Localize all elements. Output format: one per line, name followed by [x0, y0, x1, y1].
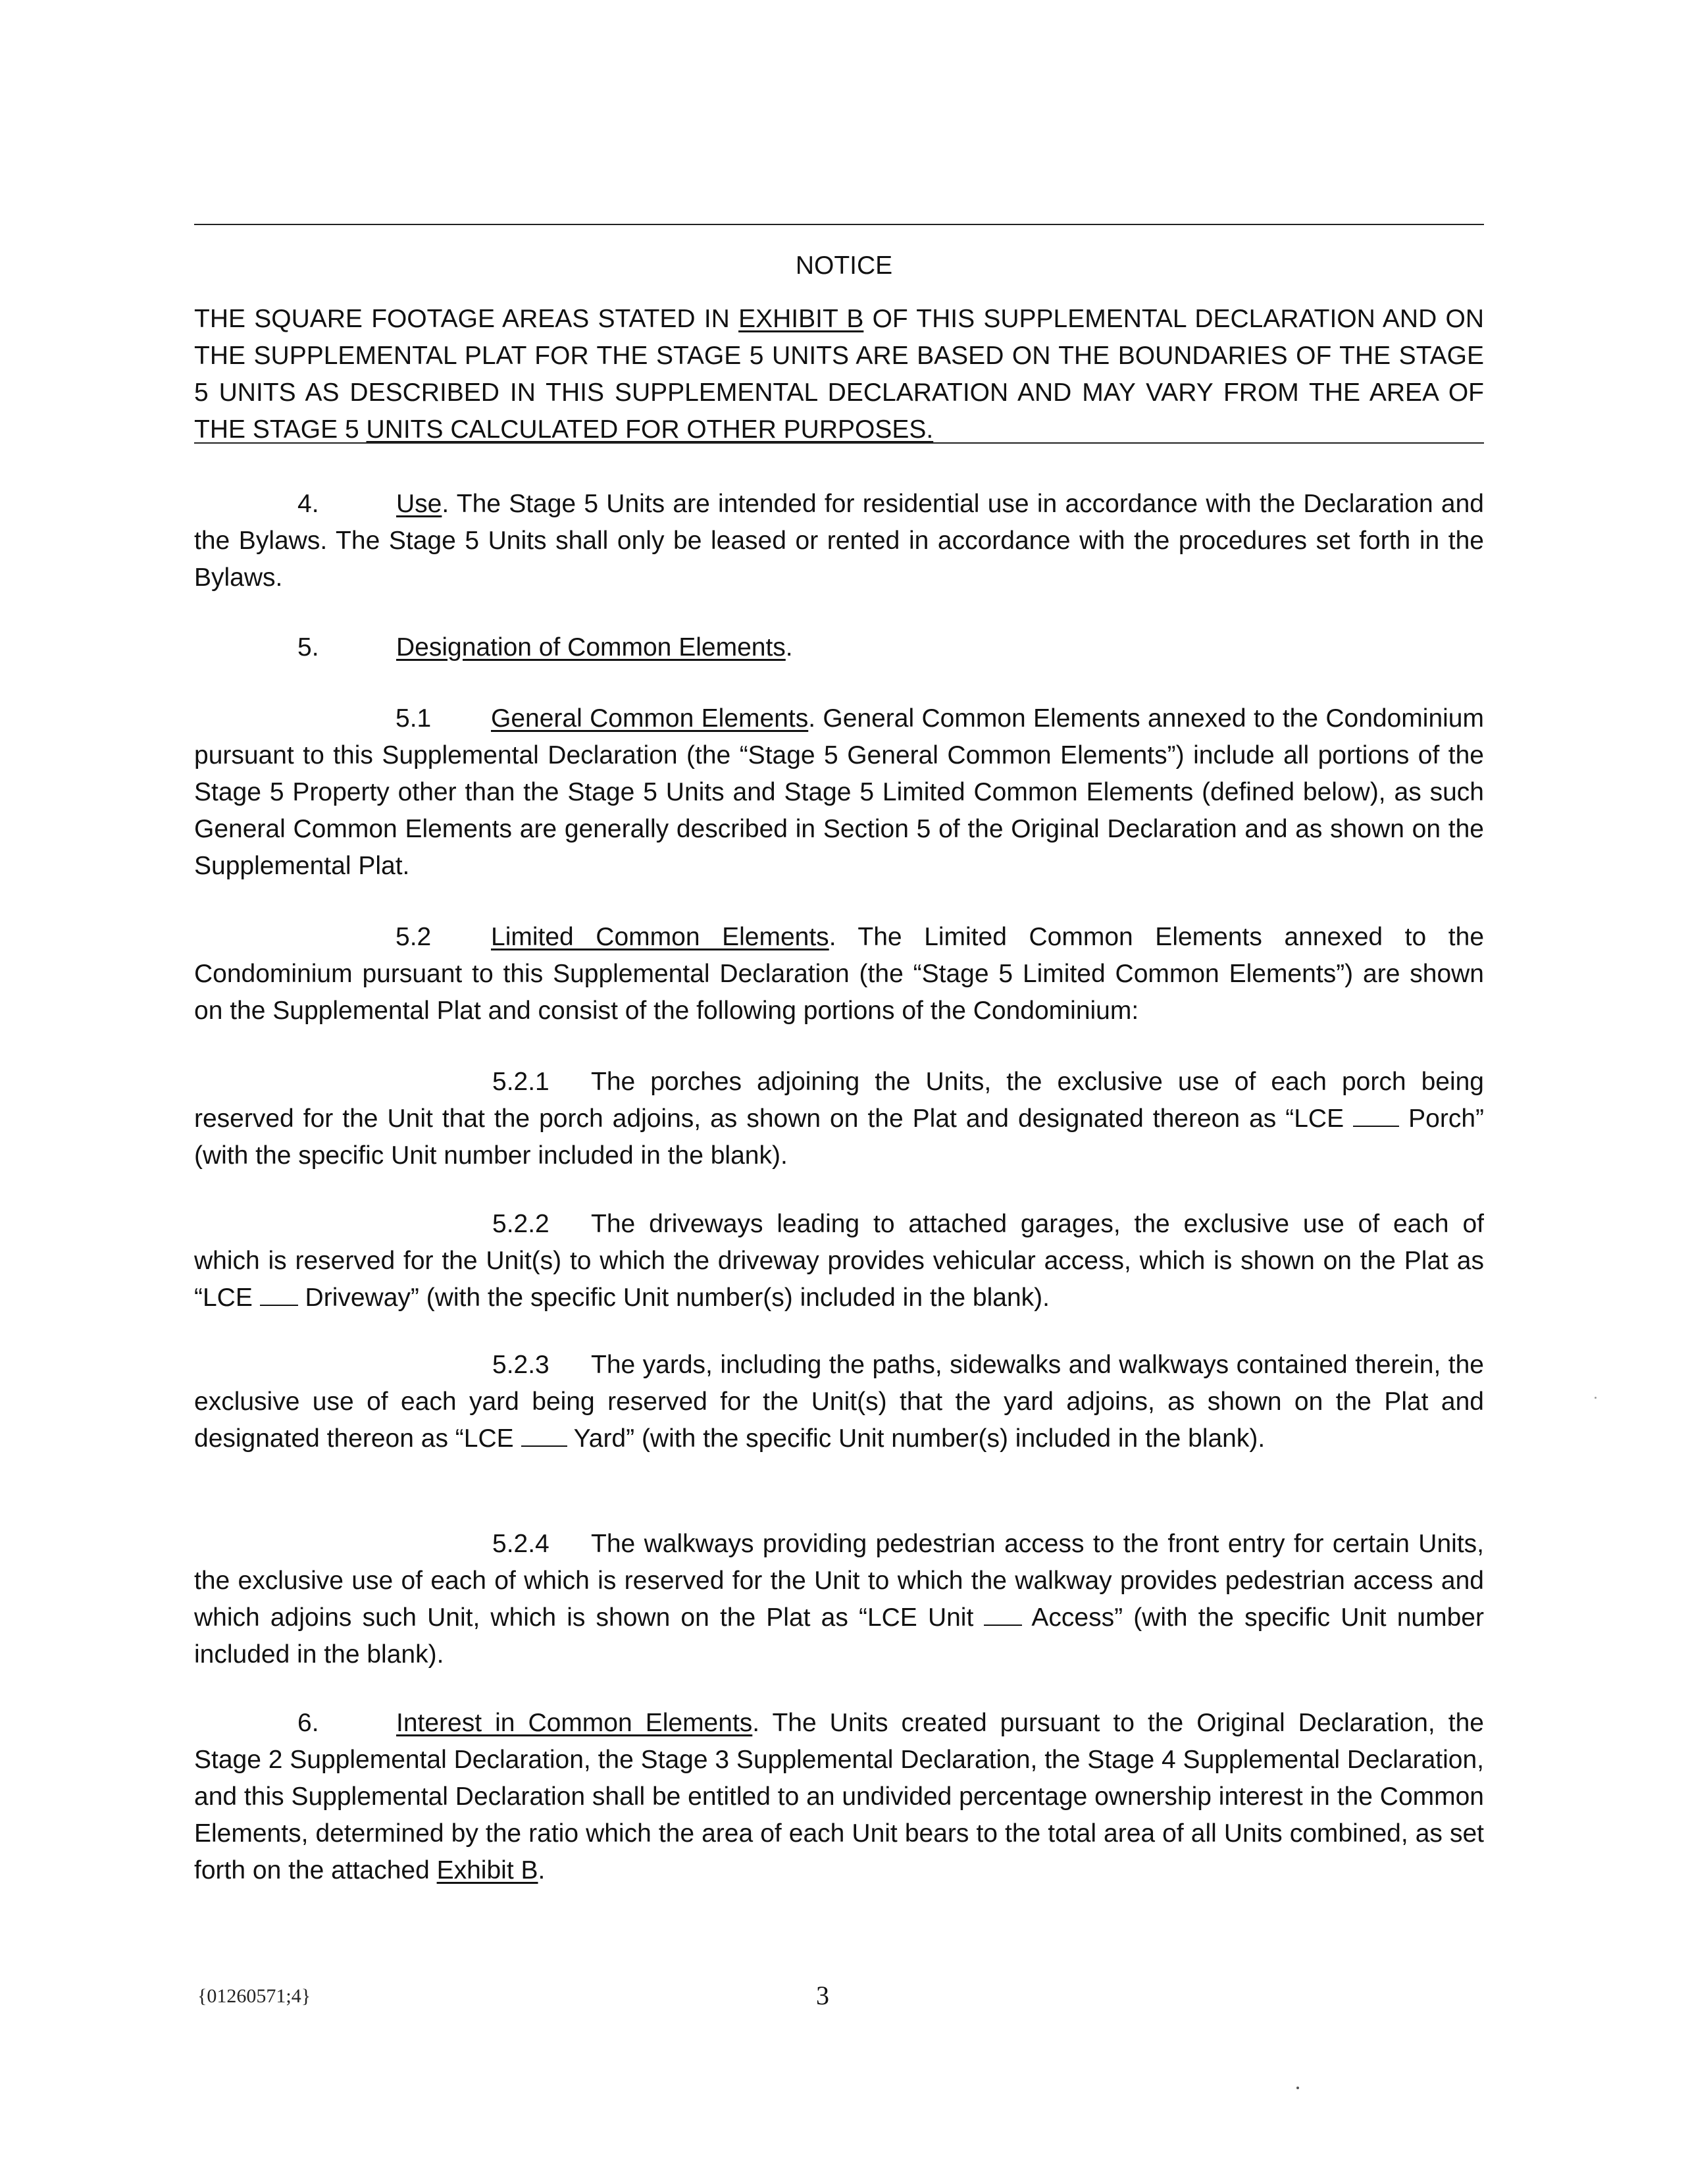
- section-5-2-heading: Limited Common Elements: [491, 923, 829, 951]
- section-5-2-1-text-a: The porches adjoining the Units, the exclusive use of each porch being reserved for the Unit that the porch adjoins, as shown on the Plat and designated thereon as “LCE: [194, 1068, 1484, 1133]
- notice-body: [194, 301, 1484, 448]
- scan-speck: [1296, 2087, 1299, 2089]
- section-5: [194, 629, 1484, 666]
- section-5-2-text: . The Limited Common Elements annexed to the Condominium pursuant to this Supplemental Declaration (the “Stage 5 Limited Common Elements”) are shown on the Supplemental Plat and consist of the following portions of the Condominium:: [194, 923, 1485, 1025]
- section-6: [194, 1705, 1484, 1889]
- section-5-heading: Designation of Common Elements: [396, 633, 786, 662]
- exhibit-b-link[interactable]: Exhibit B: [436, 1856, 538, 1885]
- scan-speck: [1595, 1397, 1597, 1399]
- notice-top-rule: [194, 224, 1484, 225]
- section-5-2-4: [194, 1526, 1484, 1673]
- section-5-2-3-number: 5.2.3: [492, 1351, 550, 1379]
- section-5-2-3: [194, 1347, 1484, 1457]
- section-5-2-2-text-a: The driveways leading to attached garages, the exclusive use of each of which is reserved for the Unit(s) to which the driveway provides vehicular access, which is shown on the Plat as “LCE: [194, 1210, 1484, 1312]
- section-6-heading: Interest in Common Elements: [396, 1709, 753, 1737]
- section-4-text: . The Stage 5 Units are intended for residential use in accordance with the Declaration and the Bylaws. The Stage 5 Units shall only be leased or rented in accordance with the procedures set forth in the Bylaws.: [194, 490, 1484, 592]
- section-5-2-3-text-b: Yard” (with the specific Unit number(s) included in the blank).: [567, 1424, 1266, 1453]
- section-4-heading: Use: [396, 490, 442, 518]
- section-4: [194, 486, 1484, 596]
- section-5-1-number: 5.1: [396, 704, 432, 733]
- unit-number-blank: [521, 1445, 567, 1447]
- section-6-text: . The Units created pursuant to the Original Declaration, the Stage 2 Supplemental Declaration, the Stage 3 Supplemental Declaration, the Stage 4 Supplemental Declaration, and this Supplemental Declaration shall be entitled to an undivided percentage ownership interest in the Common Elements, determined by the ratio which the area of each Unit bears to the total area of all Units combined, as set forth on the attached: [194, 1709, 1484, 1885]
- section-5-2-1: [194, 1064, 1484, 1174]
- section-5-trail: .: [785, 633, 793, 662]
- section-5-1: [194, 700, 1484, 885]
- section-5-2-4-text-a: The walkways providing pedestrian access to the front entry for certain Units, the exclusive use of each of which is reserved for the Unit to which the walkway provides pedestrian access and which adjoins such Unit, which is shown on the Plat as “LCE Unit: [194, 1530, 1484, 1632]
- section-5-2-2-number: 5.2.2: [492, 1210, 550, 1238]
- notice-text-before: THE SQUARE FOOTAGE AREAS STATED IN: [194, 305, 739, 333]
- section-5-2-2: [194, 1206, 1484, 1316]
- section-6-number: 6.: [297, 1709, 319, 1737]
- unit-number-blank: [1353, 1126, 1399, 1127]
- section-5-2-1-number: 5.2.1: [492, 1068, 550, 1096]
- notice-bottom-rule: [194, 442, 1484, 444]
- section-5-2-number: 5.2: [396, 923, 432, 951]
- section-5-1-text: . General Common Elements annexed to the Condominium pursuant to this Supplemental Declaration (the “Stage 5 General Common Elements”) include all portions of the Stage 5 Property other than the Stage 5 Units and Stage 5 Limited Common Elements (defined below), as such General Common Elements are generally described in Section 5 of the Original Declaration and as shown on the Supplemental Plat.: [194, 704, 1484, 880]
- unit-number-blank: [260, 1305, 298, 1306]
- section-5-2-1-text-b: Porch” (with the specific Unit number included in the blank).: [194, 1105, 1484, 1170]
- section-5-2-2-text-b: Driveway” (with the specific Unit number(s) included in the blank).: [297, 1284, 1050, 1312]
- section-4-number: 4.: [297, 490, 319, 518]
- notice-last-line: UNITS CALCULATED FOR OTHER PURPOSES.: [366, 415, 934, 444]
- notice-title: NOTICE: [795, 251, 893, 280]
- document-id: {01260571;4}: [197, 1985, 311, 2007]
- exhibit-b-link[interactable]: EXHIBIT B: [738, 305, 864, 333]
- unit-number-blank: [984, 1625, 1022, 1626]
- section-5-number: 5.: [297, 633, 319, 662]
- notice-text-middle: OF THIS SUPPLEMENTAL DECLARATION AND ON THE SUPPLEMENTAL PLAT FOR THE STAGE 5 UNITS ARE BASED ON THE BOUNDARIES OF THE STAGE 5 UNITS AS DESCRIBED IN THIS SUPPLEMENTAL DECLARATION AND MAY VARY FROM THE AREA OF THE STAGE 5: [194, 305, 1485, 444]
- section-6-trail: .: [538, 1856, 546, 1885]
- section-5-2: [194, 919, 1484, 1029]
- section-5-2-4-text-b: Access” (with the specific Unit number included in the blank).: [194, 1603, 1484, 1669]
- page-number: 3: [816, 1981, 829, 2010]
- section-5-1-heading: General Common Elements: [491, 704, 809, 733]
- section-5-2-3-text-a: The yards, including the paths, sidewalks and walkways contained therein, the exclusive use of each yard being reserved for the Unit(s) that the yard adjoins, as shown on the Plat and designated thereon as “LCE: [194, 1351, 1484, 1453]
- section-5-2-4-number: 5.2.4: [492, 1530, 550, 1558]
